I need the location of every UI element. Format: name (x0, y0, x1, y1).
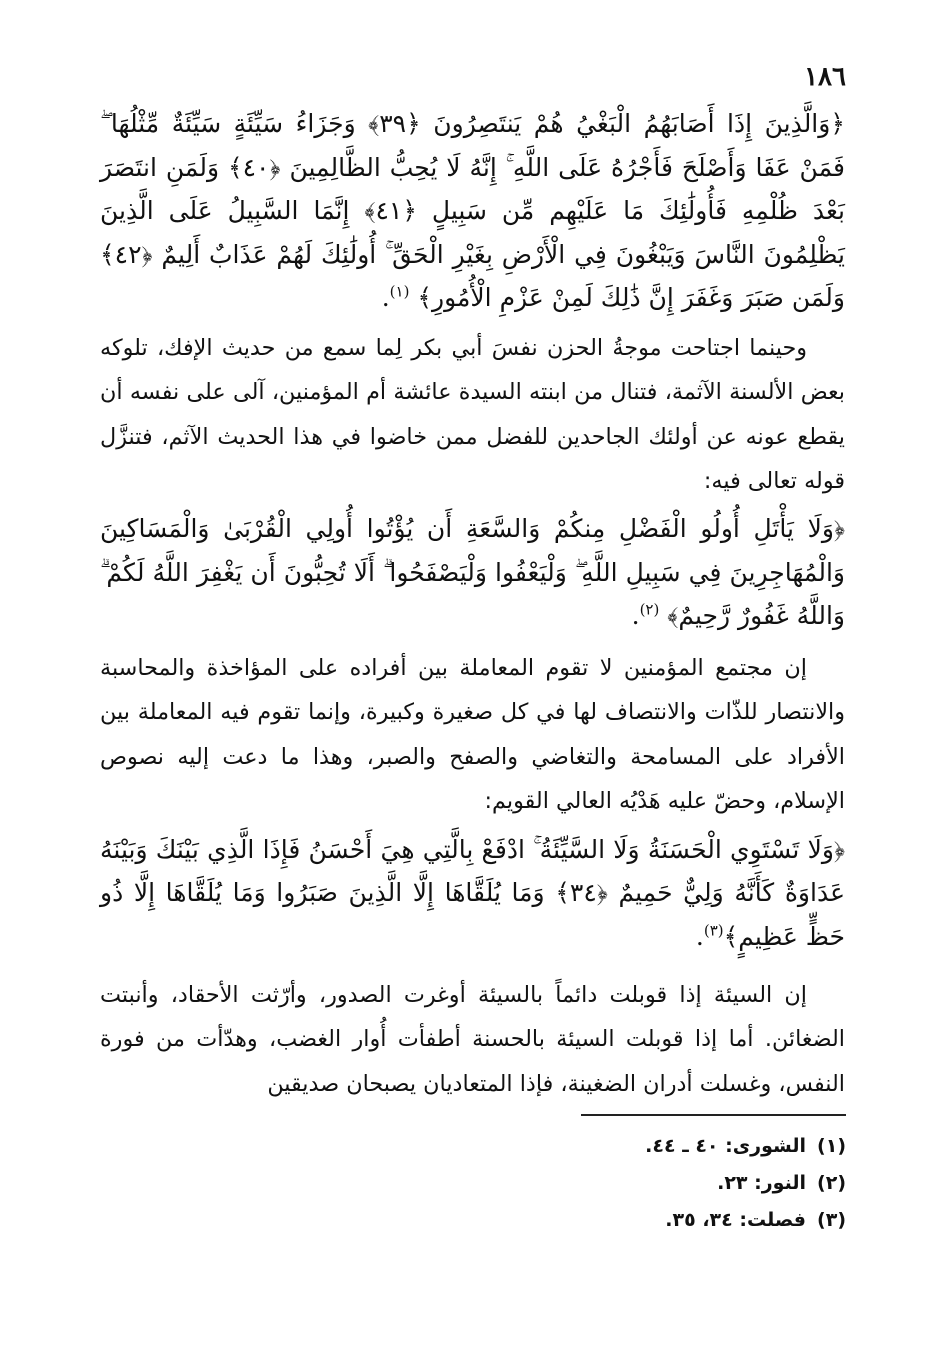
quran-verse-block: ﴿وَالَّذِينَ إِذَا أَصَابَهُمُ الْبَغْيُ هُمْ يَنتَصِرُونَ ﴿٣٩﴾ وَجَزَاءُ سَيِّئَةٍ سَيِّئَةٌ مِّثْلُهَا ۖ فَمَنْ عَفَا وَأَصْلَحَ فَأَجْرُهُ عَلَى اللَّهِ ۚ إِنَّهُ لَا يُحِبُّ الظَّالِمِينَ ﴿٤٠﴾ وَلَمَنِ انتَصَرَ بَعْدَ ظُلْمِهِ فَأُولَٰئِكَ مَا عَلَيْهِم مِّن سَبِيلٍ ﴿٤١﴾ إِنَّمَا السَّبِيلُ عَلَى الَّذِينَ يَظْلِمُونَ النَّاسَ وَيَبْغُونَ فِي الْأَرْضِ بِغَيْرِ الْحَقِّ ۚ أُولَٰئِكَ لَهُمْ عَذَابٌ أَلِيمٌ ﴿٤٢﴾ وَلَمَن صَبَرَ وَغَفَرَ إِنَّ ذَٰلِكَ لَمِنْ عَزْمِ الْأُمُورِ﴾ $^{(١)}$. (100, 109, 845, 313)
footnote-reference: (١) (389, 283, 410, 302)
footnote-text: النور: ٢٣. (717, 1172, 806, 1194)
footnote-reference: (٣) (703, 921, 724, 940)
footnotes (246, 1128, 846, 1239)
footnote (246, 1128, 846, 1165)
footnote-text: الشورى: ٤٠ ـ ٤٤. (645, 1135, 806, 1157)
quran-verse-block: ﴿وَلَا يَأْتَلِ أُولُو الْفَضْلِ مِنكُمْ وَالسَّعَةِ أَن يُؤْتُوا أُولِي الْقُرْبَىٰ وَالْمَسَاكِينَ وَالْمُهَاجِرِينَ فِي سَبِيلِ اللَّهِ ۖ وَلْيَعْفُوا وَلْيَصْفَحُوا ۗ أَلَا تُحِبُّونَ أَن يَغْفِرَ اللَّهُ لَكُمْ ۗ وَاللَّهُ غَفُورٌ رَّحِيمٌ﴾ $^{(٢)}$. (100, 513, 845, 631)
footnote-text: فصلت: ٣٤، ٣٥. (665, 1209, 806, 1231)
page-number: ١٨٦ (804, 62, 846, 92)
footnote-number: (١) (817, 1135, 846, 1157)
paragraph: إن السيئة إذا قوبلت دائماً بالسيئة أوغرت الصدور، وأرّثت الأحقاد، وأنبتت الضغائن. أما إذا قوبلت السيئة بالحسنة أطفأت أُوار الغضب، وهدّأت من فورة النفس، وغسلت أدران الضغينة، فإذا المتعاديان يصبحان صديقين (100, 981, 845, 1097)
verse-text: ﴿وَلَا يَأْتَلِ أُولُو الْفَضْلِ مِنكُمْ وَالسَّعَةِ أَن يُؤْتُوا أُولِي الْقُرْبَىٰ وَالْمَسَاكِينَ وَالْمُهَاجِرِينَ فِي سَبِيلِ اللَّهِ ۖ وَلْيَعْفُوا وَلْيَصْفَحُوا ۗ أَلَا تُحِبُّونَ أَن يَغْفِرَ اللَّهُ لَكُمْ ۗ وَاللَّهُ غَفُورٌ رَّحِيمٌ﴾ (100, 513, 845, 631)
footnote-number: (٣) (817, 1209, 846, 1231)
footnote-divider (581, 1114, 846, 1116)
footnote (246, 1202, 846, 1239)
paragraph: إن مجتمع المؤمنين لا تقوم المعاملة بين أفراده على المؤاخذة والمحاسبة والانتصار للذّات والانتصاف لها في كل صغيرة وكبيرة، وإنما تقوم فيه المعاملة بين الأفراد على المسامحة والتغاضي والصفح والصبر، وهذا ما دعت إليه نصوص الإسلام، وحضّ عليه هَدْيُه العالي القويم: (100, 654, 845, 815)
page-body (100, 102, 845, 1106)
verse-text: ﴿وَالَّذِينَ إِذَا أَصَابَهُمُ الْبَغْيُ هُمْ يَنتَصِرُونَ ﴿٣٩﴾ وَجَزَاءُ سَيِّئَةٍ سَيِّئَةٌ مِّثْلُهَا ۖ فَمَنْ عَفَا وَأَصْلَحَ فَأَجْرُهُ عَلَى اللَّهِ ۚ إِنَّهُ لَا يُحِبُّ الظَّالِمِينَ ﴿٤٠﴾ وَلَمَنِ انتَصَرَ بَعْدَ ظُلْمِهِ فَأُولَٰئِكَ مَا عَلَيْهِم مِّن سَبِيلٍ ﴿٤١﴾ إِنَّمَا السَّبِيلُ عَلَى الَّذِينَ يَظْلِمُونَ النَّاسَ وَيَبْغُونَ فِي الْأَرْضِ بِغَيْرِ الْحَقِّ ۚ أُولَٰئِكَ لَهُمْ عَذَابٌ أَلِيمٌ ﴿٤٢﴾ وَلَمَن صَبَرَ وَغَفَرَ إِنَّ ذَٰلِكَ لَمِنْ عَزْمِ الْأُمُورِ﴾ (100, 109, 845, 313)
quran-verse-block: ﴿وَلَا تَسْتَوِي الْحَسَنَةُ وَلَا السَّيِّئَةُ ۚ ادْفَعْ بِالَّتِي هِيَ أَحْسَنُ فَإِذَا الَّذِي بَيْنَكَ وَبَيْنَهُ عَدَاوَةٌ كَأَنَّهُ وَلِيٌّ حَمِيمٌ ﴿٣٤﴾ وَمَا يُلَقَّاهَا إِلَّا الَّذِينَ صَبَرُوا وَمَا يُلَقَّاهَا إِلَّا ذُو حَظٍّ عَظِيمٍ﴾$^{(٣)}$. (100, 834, 845, 951)
footnote (246, 1165, 846, 1202)
footnote-reference: (٢) (639, 600, 660, 619)
footnote-number: (٢) (817, 1172, 846, 1194)
paragraph: وحينما اجتاحت موجةُ الحزن نفسَ أبي بكر لِما سمع من حديث الإفك، تلوكه بعض الألسنة الآثمة، فتنال من ابنته السيدة عائشة أم المؤمنين، آلى على نفسه أن يقطع عونه عن أولئك الجاحدين للفضل ممن خاضوا في هذا الحديث الآثم، فتنزَّل قوله تعالى فيه: (100, 334, 845, 495)
verse-text: ﴿وَلَا تَسْتَوِي الْحَسَنَةُ وَلَا السَّيِّئَةُ ۚ ادْفَعْ بِالَّتِي هِيَ أَحْسَنُ فَإِذَا الَّذِي بَيْنَكَ وَبَيْنَهُ عَدَاوَةٌ كَأَنَّهُ وَلِيٌّ حَمِيمٌ ﴿٣٤﴾ وَمَا يُلَقَّاهَا إِلَّا الَّذِينَ صَبَرُوا وَمَا يُلَقَّاهَا إِلَّا ذُو حَظٍّ عَظِيمٍ﴾ (100, 834, 845, 951)
